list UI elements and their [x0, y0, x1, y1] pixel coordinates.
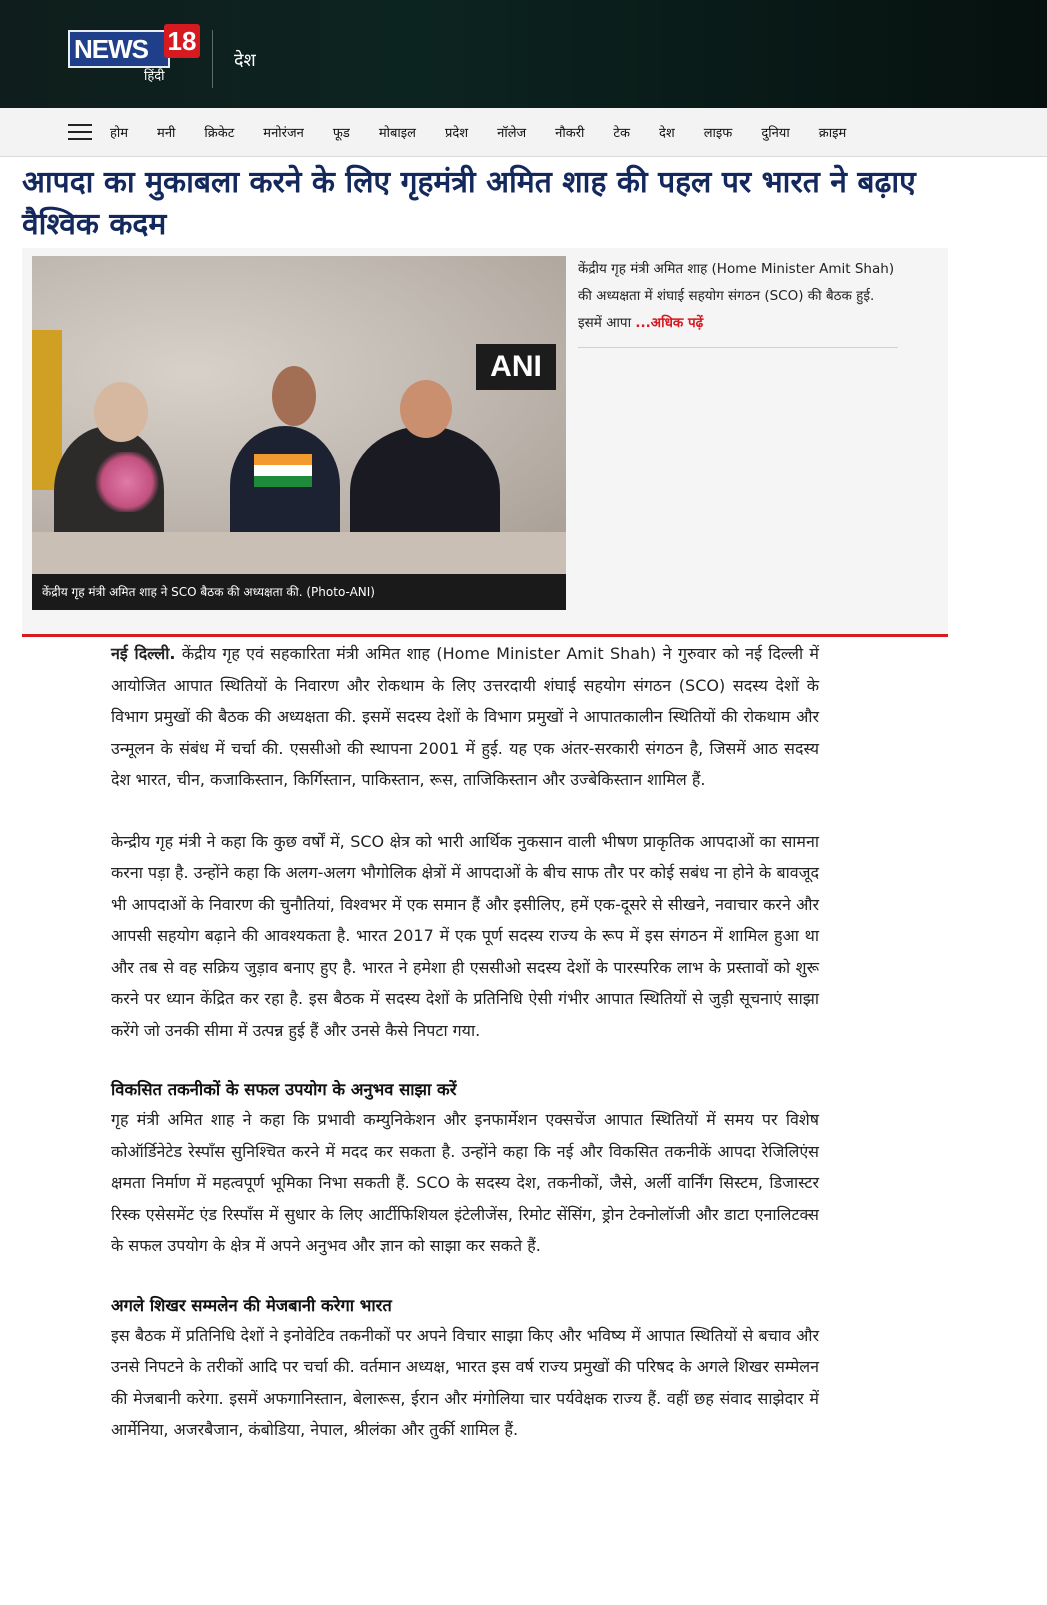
logo-subtitle: हिंदी	[144, 69, 165, 84]
article-photo[interactable]	[32, 256, 566, 610]
nav-item-cricket[interactable]: क्रिकेट	[204, 126, 235, 141]
photo-person-left-head	[94, 382, 148, 442]
nav-item-entertainment[interactable]: मनोरंजन	[263, 126, 304, 141]
subheading-technology: विकसित तकनीकों के सफल उपयोग के अनुभव साझा करें	[111, 1080, 457, 1099]
paragraph-2: केन्द्रीय गृह मंत्री ने कहा कि कुछ वर्षों में, SCO क्षेत्र को भारी आर्थिक नुकसान वाली भीषण प्राकृतिक आपदाओं का सामना करना पड़ा है. उन्होंने कहा कि अलग-अलग भौगोलिक क्षेत्रों में आपदाओं के बीच साफ तौर पर कोई सबंध ना होने के बावजूद भी आपदाओं के निवारण की चुनौतियां, विश्वभर में एक समान हैं और इसीलिए, हमें एक-दूसरे से सीखने, नवाचार करने और आपसी सहयोग बढ़ाने की आवश्यकता है. भारत 2017 में एक पूर्ण सदस्य राज्य के रूप में इस संगठन में शामिल हुआ था और तब से वह सक्रिय जुड़ाव बनाए हुए है. भारत ने हमेशा ही एससीओ सदस्य देशों के पारस्परिक लाभ के प्रस्तावों को शुरू करने पर ध्यान केंद्रित कर रहा है. इस बैठक में सदस्य देशों के प्रतिनिधि ऐसी गंभीर आपात स्थितियों से जुड़ी सूचनाएं साझा करेंगे जो उनकी सीमा में उत्पन्न हुई हैं और उनसे कैसे निपटा गया.	[111, 831, 819, 1040]
nav-item-home[interactable]: होम	[110, 126, 129, 141]
read-more-link[interactable]: ...अधिक पढ़ें	[635, 315, 704, 331]
photo-table	[32, 532, 566, 576]
header-divider	[212, 30, 213, 88]
section-link[interactable]: देश	[234, 50, 256, 71]
photo-flowers	[92, 452, 162, 512]
nav-item-crime[interactable]: क्राइम	[818, 126, 847, 141]
logo-text: NEWS	[68, 30, 170, 68]
nav-item-states[interactable]: प्रदेश	[444, 126, 469, 141]
photo-caption: केंद्रीय गृह मंत्री अमित शाह ने SCO बैठक की अध्यक्षता की. (Photo-ANI)	[32, 574, 566, 610]
nav-item-nation[interactable]: देश	[658, 126, 675, 141]
nav-item-world[interactable]: दुनिया	[761, 126, 790, 141]
logo-number: 18	[164, 24, 200, 58]
nav-item-jobs[interactable]: नौकरी	[555, 126, 585, 141]
nav-list	[110, 108, 875, 156]
nav-item-knowledge[interactable]: नॉलेज	[497, 126, 527, 141]
article-headline: आपदा का मुकाबला करने के लिए गृहमंत्री अमित शाह की पहल पर भारत ने बढ़ाए वैश्विक कदम	[22, 165, 916, 242]
summary-text: केंद्रीय गृह मंत्री अमित शाह (Home Minister Amit Shah) की अध्यक्षता में शंघाई सहयोग संगठन (SCO) की बैठक हुई. इसमें आपा	[578, 261, 895, 331]
subheading-summit: अगले शिखर सम्मलेन की मेजबानी करेगा भारत	[111, 1295, 392, 1315]
nav-item-money[interactable]: मनी	[157, 126, 176, 141]
news18-logo[interactable]	[68, 26, 196, 84]
menu-icon[interactable]	[68, 124, 92, 140]
india-flag-icon	[254, 454, 312, 488]
nav-item-life[interactable]: लाइफ	[703, 126, 733, 141]
article-body	[111, 638, 819, 1476]
article-summary	[578, 256, 898, 348]
hero-section	[22, 248, 948, 637]
ani-watermark: ANI	[476, 344, 556, 390]
nav-item-food[interactable]: फूड	[332, 126, 350, 141]
paragraph-3: गृह मंत्री अमित शाह ने कहा कि प्रभावी कम्युनिकेशन और इनफार्मेशन एक्सचेंज आपात स्थितियों में समय पर विशेष कोऑर्डिनेटेड रेस्पॉंस सुनिश्चित करने में मदद कर सकता है. उन्होंने कहा कि नई और विकसित तकनीकें आपदा रेजिलिएंस क्षमता निर्माण में महत्वपूर्ण भूमिका निभा सकती हैं. SCO के सदस्य देश, तकनीकों, जैसे, अर्ली वार्निंग सिस्टम, डिजास्टर रिस्क एसेसमेंट एंड रिस्पॉंस में सुधार के लिए आर्टीफिशियल इंटेलीजेंस, रिमोट सेंसिंग, ड्रोन टेक्नोलॉजी और डाटा एनालिटक्स के सफल उपयोग के क्षेत्र में अपने अनुभव और ज्ञान को साझा कर सकते हैं.	[111, 1110, 819, 1255]
photo-person-right-head	[400, 380, 452, 438]
paragraph-4: इस बैठक में प्रतिनिधि देशों ने इनोवेटिव तकनीकों पर अपने विचार साझा किए और भविष्य में आपात स्थितियों से बचाव और उनसे निपटने के तरीकों आदि पर चर्चा की. वर्तमान अध्यक्ष, भारत इस वर्ष राज्य प्रमुखों की परिषद के अगले शिखर सम्मेलन की मेजबानी करेगा. इसमें अफगानिस्तान, बेलारूस, ईरान और मंगोलिया चार पर्यवेक्षक राज्य हैं. वहीं छह संवाद साझेदार में आर्मेनिया, अजरबैजान, कंबोडिया, नेपाल, श्रीलंका और तुर्की शामिल हैं.	[111, 1325, 819, 1439]
site-header	[0, 0, 1047, 108]
photo-person-middle-head	[272, 366, 316, 426]
paragraph-1-text: केंद्रीय गृह एवं सहकारिता मंत्री अमित शाह (Home Minister Amit Shah) ने गुरुवार को नई दिल्ली में आयोजित आपात स्थितियों के निवारण और रोकथाम के लिए उत्तरदायी शंघाई सहयोग संगठन (SCO) सदस्य देशों के विभाग प्रमुखों की बैठक की अध्यक्षता की. इसमें सदस्य देशों के विभाग प्रमुखों ने आपातकालीन स्थितियों की रोकथाम और उन्मूलन के संबंध में चर्चा की. एससीओ की स्थापना 2001 में हुई. यह एक अंतर-सरकारी संगठन है, जिसमें आठ सदस्य देश भारत, चीन, कजाकिस्तान, किर्गिस्तान, पाकिस्तान, रूस, ताजिकिस्तान और उज्बेकिस्तान शामिल हैं.	[111, 644, 819, 789]
nav-item-mobile[interactable]: मोबाइल	[378, 126, 416, 141]
main-nav	[0, 108, 1047, 157]
paragraph-1	[111, 638, 819, 796]
nav-item-tech[interactable]: टेक	[613, 126, 630, 141]
dateline: नई दिल्ली.	[111, 644, 176, 663]
